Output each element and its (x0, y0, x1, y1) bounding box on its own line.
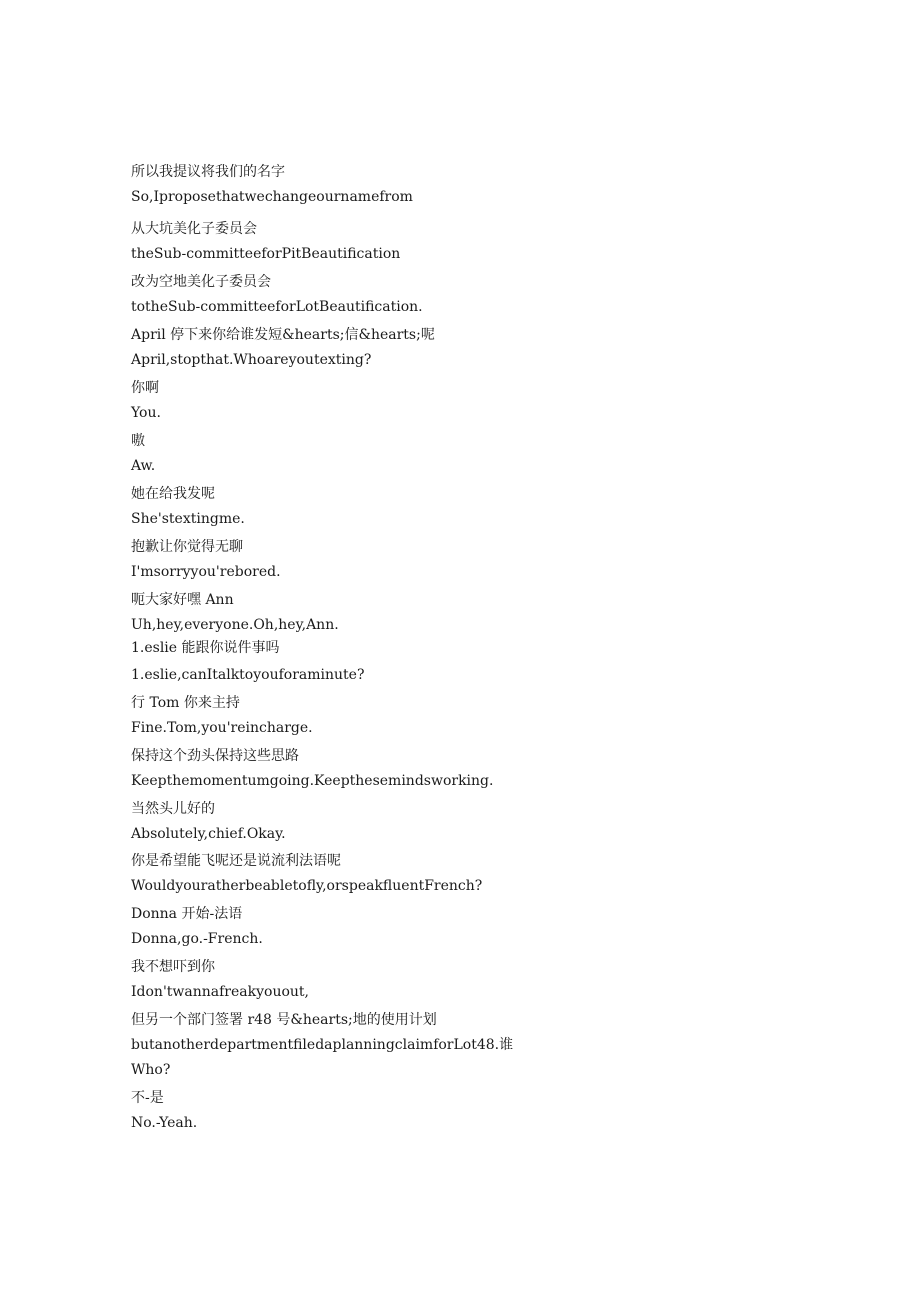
subtitle-line-zh: 所以我提议将我们的名字 (131, 164, 285, 180)
subtitle-line-en: Aw. (131, 458, 156, 474)
subtitle-line-en: Uh,hey,everyone.Oh,hey,Ann. (131, 617, 339, 633)
subtitle-line-zh: 当然头儿好的 (131, 801, 215, 817)
subtitle-line-en: totheSub-committeeforLotBeautification. (131, 299, 423, 315)
subtitle-line-zh: 呃大家好嘿 Ann (131, 592, 234, 608)
subtitle-line-zh: 1.eslie 能跟你说件事吗 (131, 640, 280, 656)
subtitle-line-en: You. (131, 405, 161, 421)
subtitle-line-en: theSub-committeeforPitBeautification (131, 246, 401, 262)
subtitle-line-en: butanotherdepartmentfiledaplanningclaimforLot48.谁 (131, 1037, 514, 1053)
subtitle-line-zh: 但另一个部门签署 r48 号&hearts;地的使用计划 (131, 1012, 437, 1028)
subtitle-line-zh: 从大坑美化子委员会 (131, 221, 257, 237)
subtitle-line-zh: April 停下来你给谁发短&hearts;信&hearts;呢 (131, 327, 435, 343)
subtitle-line-en: Keepthemomentumgoing.Keepthesemindsworking. (131, 773, 494, 789)
subtitle-line-en: Who? (131, 1062, 171, 1078)
subtitle-line-zh: 行 Tom 你来主持 (131, 695, 240, 711)
subtitle-line-zh: 你是希望能飞呢还是说流利法语呢 (131, 853, 341, 869)
subtitle-line-zh: 我不想吓到你 (131, 959, 215, 975)
subtitle-line-en: I'msorryyou'rebored. (131, 564, 281, 580)
subtitle-line-zh: 她在给我发呢 (131, 486, 215, 502)
subtitle-line-zh: 抱歉让你觉得无聊 (131, 539, 243, 555)
subtitle-line-zh: 改为空地美化子委员会 (131, 274, 271, 290)
subtitle-line-zh: 保持这个劲头保持这些思路 (131, 748, 299, 764)
subtitle-line-en: No.-Yeah. (131, 1115, 198, 1131)
subtitle-line-zh: 你啊 (131, 380, 159, 396)
subtitle-line-zh: 嗷 (131, 433, 145, 449)
subtitle-line-en: She'stextingme. (131, 511, 245, 527)
subtitle-line-en: Absolutely,chief.Okay. (131, 826, 286, 842)
subtitle-line-en: Fine.Tom,you'reincharge. (131, 720, 313, 736)
subtitle-line-zh: 不-是 (131, 1090, 164, 1106)
subtitle-line-zh: Donna 开始-法语 (131, 906, 243, 922)
subtitle-line-en: 1.eslie,canItalktoyouforaminute? (131, 667, 365, 683)
subtitle-line-en: April,stopthat.Whoareyoutexting? (131, 352, 372, 368)
subtitle-line-en: Donna,go.-French. (131, 931, 263, 947)
subtitle-line-en: Idon'twannafreakyouout, (131, 984, 309, 1000)
subtitle-line-en: So,Iproposethatwechangeournamefrom (131, 189, 413, 205)
subtitle-line-en: Wouldyouratherbeabletofly,orspeakfluentFrench? (131, 878, 483, 894)
